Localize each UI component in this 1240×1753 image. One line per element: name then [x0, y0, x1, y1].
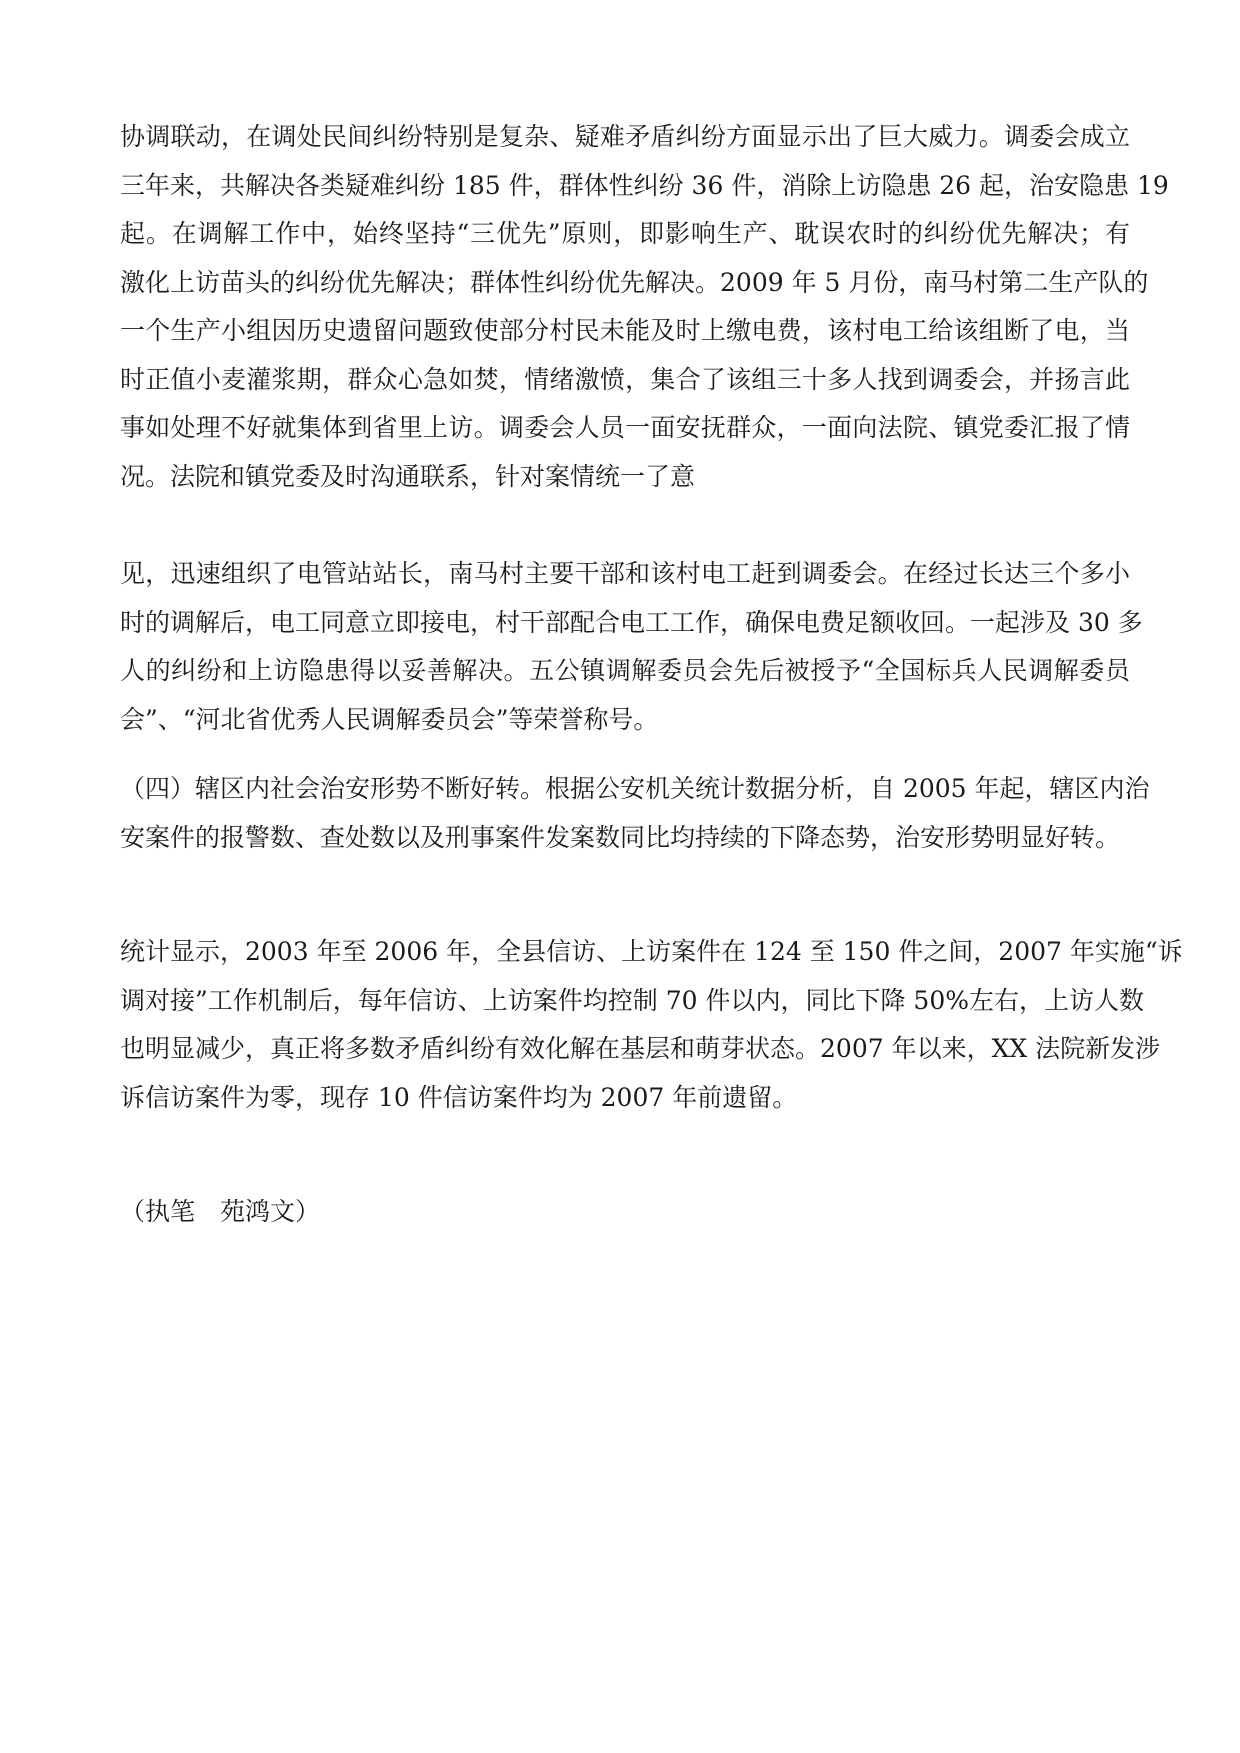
text-line: 况。法院和镇党委及时沟通联系，针对案情统一了意 — [120, 461, 696, 491]
text-line: 也明显减少，真正将多数矛盾纠纷有效化解在基层和萌芽状态。2007 年以来，XX 法院新发涉 — [120, 1034, 1161, 1063]
paragraph-statistics — [120, 928, 1183, 1122]
text-line: 调对接”工作机制后，每年信访、上访案件均控制 70 件以内，同比下降 50%左右，上访人数 — [120, 985, 1145, 1015]
paragraph-mediation-committee — [120, 113, 1169, 501]
text-line: 协调联动，在调处民间纠纷特别是复杂、疑难矛盾纠纷方面显示出了巨大威力。调委会成立 — [120, 122, 1130, 151]
text-line: 安案件的报警数、查处数以及刑事案件发案数同比均持续的下降态势，治安形势明显好转。 — [120, 822, 1121, 852]
text-line: 见，迅速组织了电管站站长，南马村主要干部和该村电工赶到调委会。在经过长达三个多小 — [120, 559, 1130, 588]
author-credit — [120, 1188, 1130, 1237]
text-line: 三年来，共解决各类疑难纠纷 185 件，群体性纠纷 36 件，消除上访隐患 26 起，治安隐患 19 — [120, 170, 1169, 200]
text-line: 时正值小麦灌浆期，群众心急如焚，情绪激愤，集合了该组三十多人找到调委会，并扬言此 — [120, 364, 1130, 394]
text-line: 统计显示，2003 年至 2006 年，全县信访、上访案件在 124 至 150 件之间，2007 年实施“诉 — [120, 937, 1183, 966]
text-line: 人的纠纷和上访隐患得以妥善解决。五公镇调解委员会先后被授予“全国标兵人民调解委员 — [120, 656, 1130, 685]
paragraph-mediation-result — [120, 550, 1143, 744]
paragraph-public-security — [120, 765, 1150, 862]
text-line: 事如处理不好就集体到省里上访。调委会人员一面安抚群众，一面向法院、镇党委汇报了情 — [120, 413, 1130, 442]
text-line: 诉信访案件为零，现存 10 件信访案件均为 2007 年前遗留。 — [120, 1082, 798, 1112]
text-line: 激化上访苗头的纠纷优先解决；群体性纠纷优先解决。2009 年 5 月份，南马村第二生产队的 — [120, 267, 1149, 297]
text-line: 会”、“河北省优秀人民调解委员会”等荣誉称号。 — [120, 704, 659, 734]
text-line: 时的调解后，电工同意立即接电，村干部配合电工工作，确保电费足额收回。一起涉及 30 多 — [120, 607, 1143, 637]
text-line: 一个生产小组因历史遗留问题致使部分村民未能及时上缴电费，该村电工给该组断了电，当 — [120, 316, 1130, 345]
text-line: 起。在调解工作中，始终坚持“三优先”原则，即影响生产、耽误农时的纠纷优先解决；有 — [120, 219, 1130, 248]
text-line: （四）辖区内社会治安形势不断好转。根据公安机关统计数据分析，自 2005 年起，辖区内治 — [120, 774, 1150, 803]
text-line: （执笔 苑鸿文） — [120, 1197, 321, 1226]
